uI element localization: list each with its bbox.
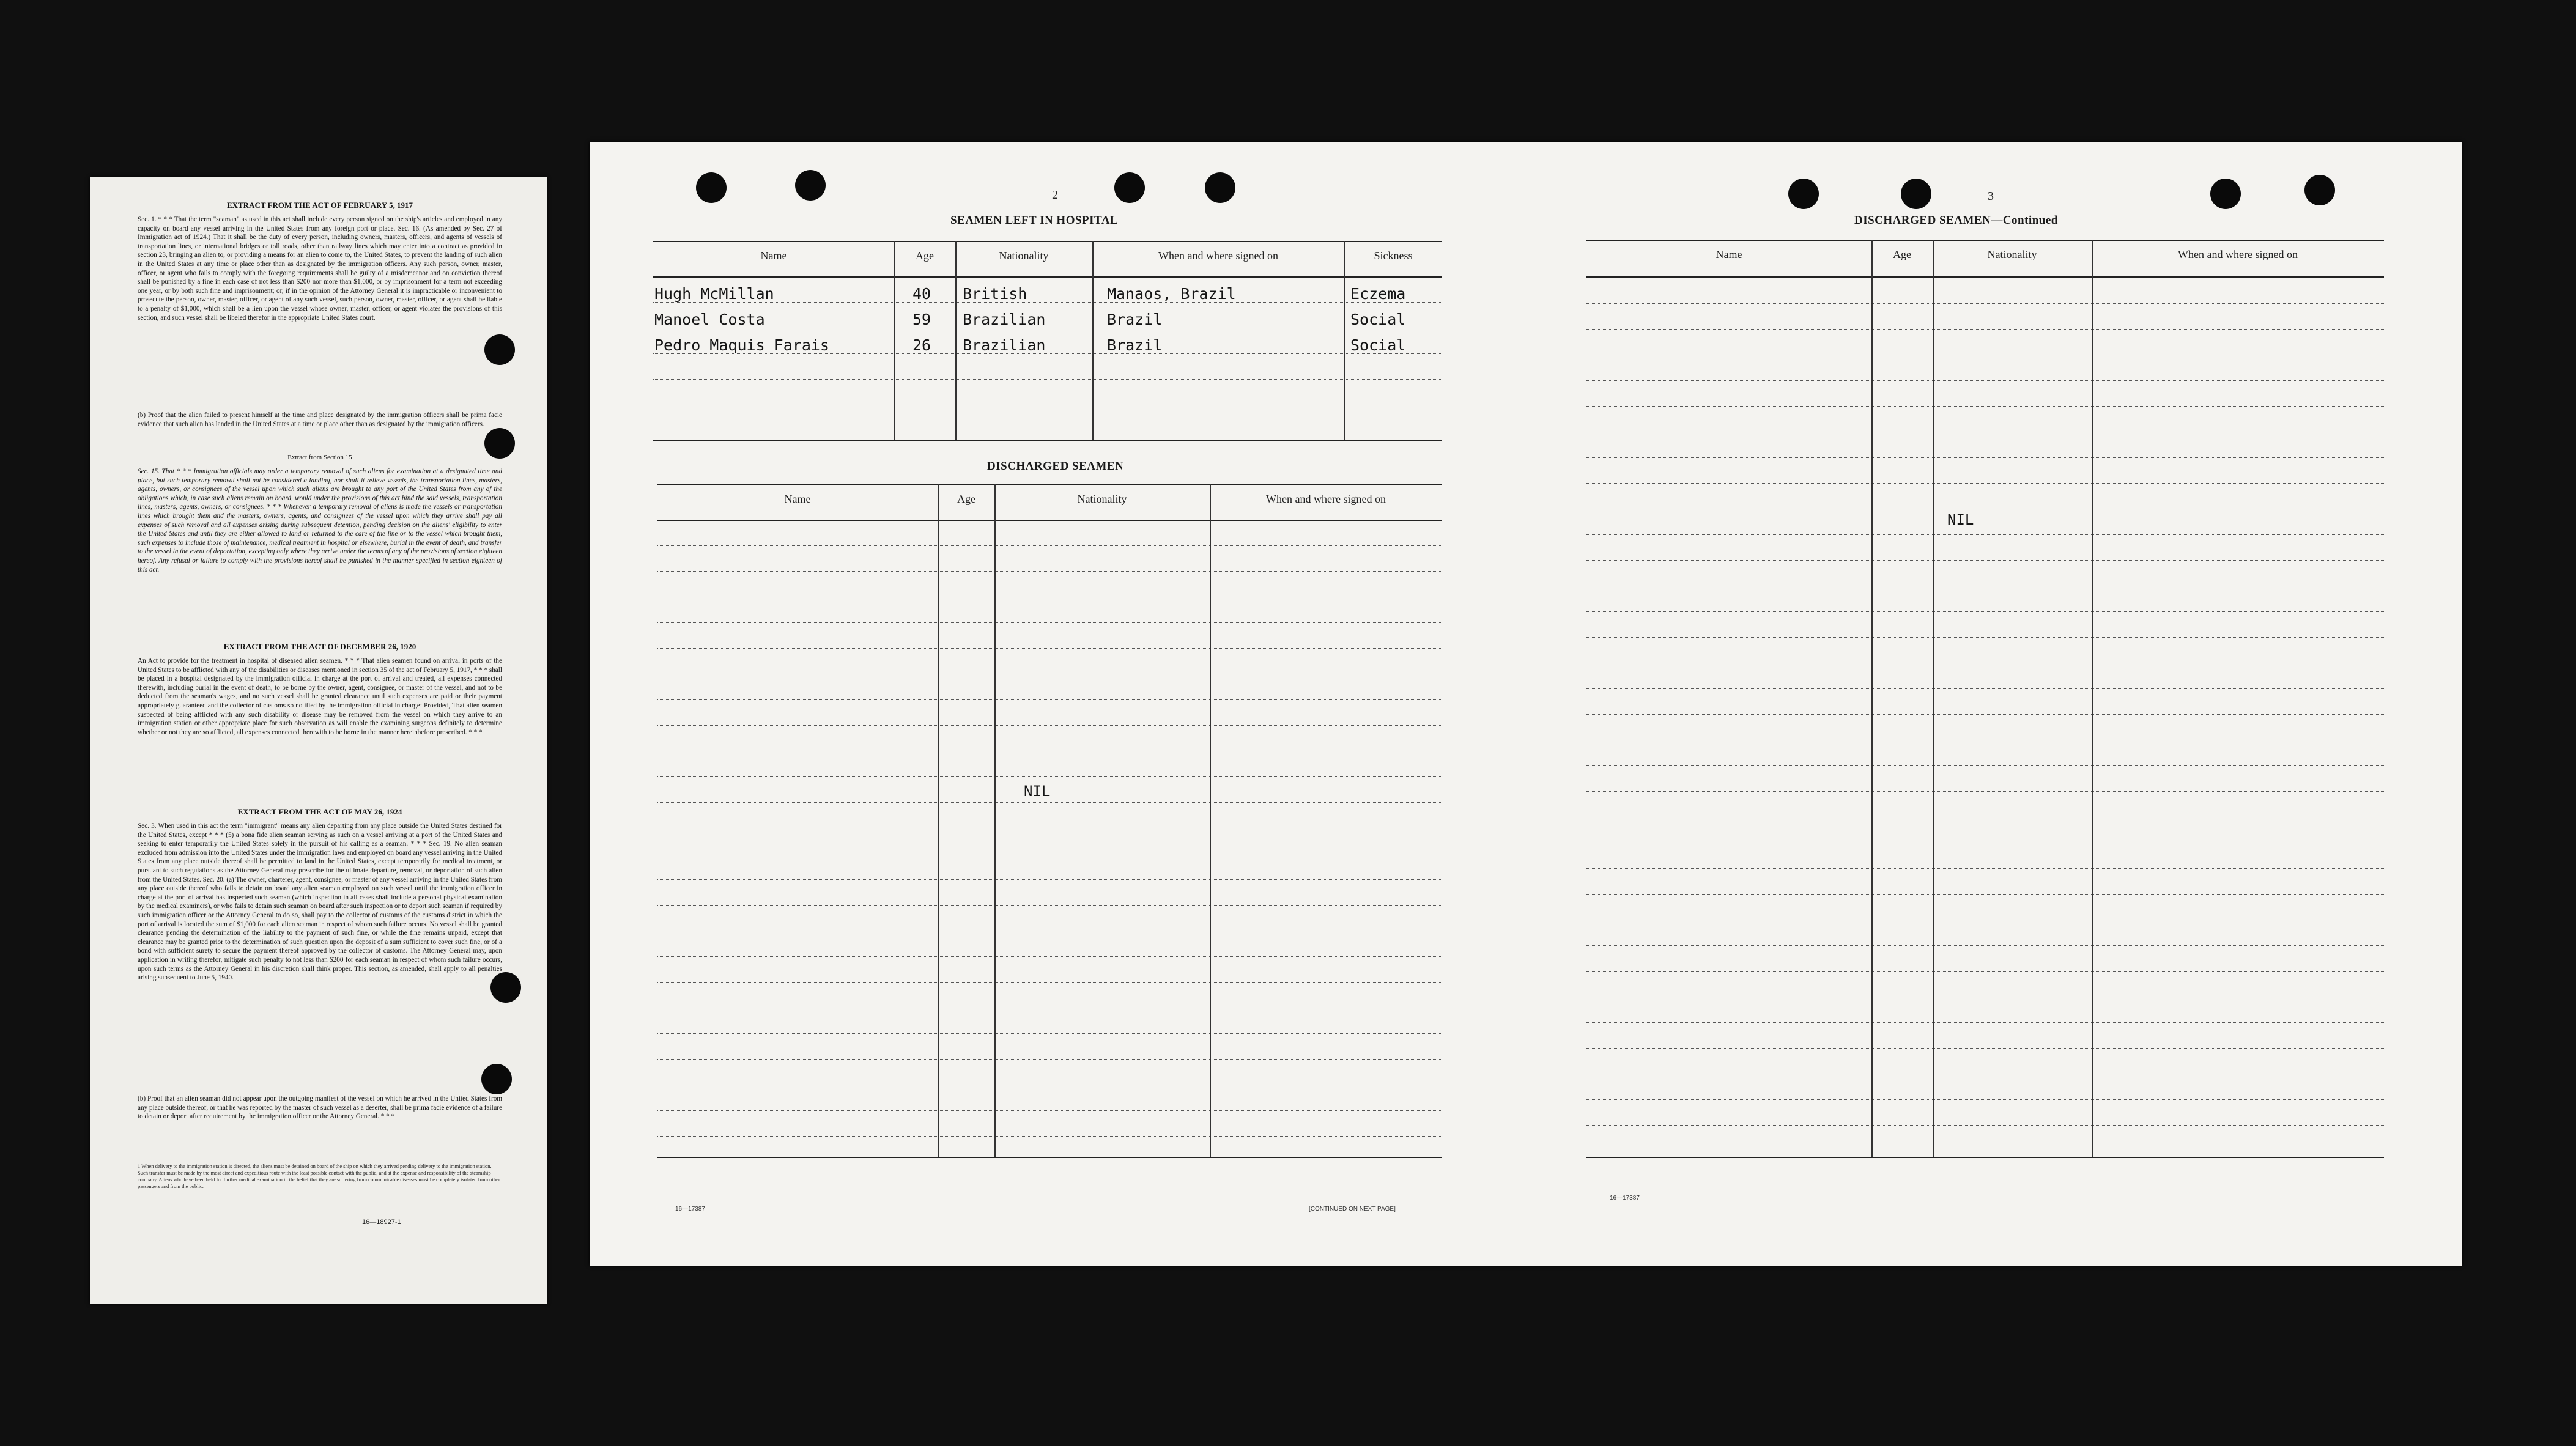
page3-header-name: Name bbox=[1715, 248, 1742, 260]
ruled-line bbox=[1586, 1048, 2384, 1049]
ruled-line bbox=[1586, 483, 2384, 484]
ruled-line bbox=[657, 699, 1442, 700]
ruled-line bbox=[1586, 945, 2384, 946]
ruled-line bbox=[1586, 611, 2384, 612]
page-number-3: 3 bbox=[1988, 190, 1994, 203]
ruled-line bbox=[1586, 406, 2384, 407]
ruled-line bbox=[1586, 637, 2384, 638]
page3-header-nationality: Nationality bbox=[1987, 248, 2037, 260]
ruled-line bbox=[1586, 1099, 2384, 1100]
punch-hole bbox=[795, 170, 826, 201]
hospital-row-2-age: 59 bbox=[912, 311, 931, 328]
ruled-line bbox=[657, 905, 1442, 906]
punch-hole bbox=[2304, 175, 2335, 205]
ruled-line bbox=[657, 571, 1442, 572]
ruled-line bbox=[657, 1110, 1442, 1111]
ruled-line bbox=[1586, 303, 2384, 304]
text-act-1924-b: (b) Proof that an alien seaman did not appear upon the outgoing manifest of the vessel on which he arrived in the United States from any place outside thereof, or that he was reported by the master of such vessel as a deserter, shall be prima facie evidence of a failure to detain or deport after requirement by the immigration officer or the Attorney General. * * * bbox=[138, 1095, 502, 1121]
ruled-line bbox=[657, 802, 1442, 803]
continued-note: [CONTINUED ON NEXT PAGE] bbox=[1309, 1206, 1396, 1212]
hospital-row-3-age: 26 bbox=[912, 336, 931, 354]
ruled-line bbox=[1586, 457, 2384, 458]
page3-header-signed-on: When and where signed on bbox=[2178, 248, 2298, 260]
form-number-page-2: 16—17387 bbox=[675, 1206, 705, 1212]
ruled-line bbox=[657, 1059, 1442, 1060]
ruled-line bbox=[657, 776, 1442, 777]
text-act-1920: An Act to provide for the treatment in hospital of diseased alien seamen. * * * That alien seamen found on arrival in ports of the United States to be afflicted with any of the disabilities or diseases mentioned in section 35 of the act of February 5, 1917, * * * shall be placed in a hospital designated by the immigration official in charge at the port of arrival and treated, all expenses connected therewith, including burial in the event of death, to be borne by the owner, agent, consignee, or master of the vessel, and not to be deducted from the seaman's wages, and no such vessel shall be granted clearance until such expenses are paid or their payment appropriately guaranteed and the collector of customs so notified by the immigration official in charge: Provided, That alien seamen suspected of being afflicted with any such disability or disease may be removed from the vessel on which they arrive to an immigration station or other appropriate place for such observation as will enable the examining surgeons definitely to determine whether or not they are so afflicted, all expenses connected therewith to be borne in the manner hereinbefore prescribed. * * * bbox=[138, 657, 502, 736]
ruled-line bbox=[657, 982, 1442, 983]
hospital-row-2-sickness: Social bbox=[1350, 311, 1406, 328]
hospital-header-name: Name bbox=[760, 249, 787, 262]
punch-hole bbox=[1901, 179, 1931, 209]
discharged-header-name: Name bbox=[784, 493, 811, 505]
discharged-nil-entry: NIL bbox=[1024, 783, 1051, 800]
hospital-header-signed-on: When and where signed on bbox=[1158, 249, 1278, 262]
ruled-line bbox=[1586, 971, 2384, 972]
punch-hole bbox=[1114, 172, 1145, 203]
hospital-header-nationality: Nationality bbox=[999, 249, 1049, 262]
hospital-row-1-nationality: British bbox=[963, 285, 1027, 303]
hospital-row-2-name: Manoel Costa bbox=[654, 311, 765, 328]
ruled-line bbox=[1586, 1125, 2384, 1126]
discharged-continued-table bbox=[1586, 240, 2384, 1162]
footnote: 1 When delivery to the immigration station is directed, the aliens must be detained on board of the ship on which they arrived pending delivery to the immigration station. Such transfer must be made by the most direct and expeditious route with the least possible contact with the public, and at the expense and responsibility of the steamship company. Aliens who have been held for further medical examination in the belief that they are suffering from communicable diseases must be completely isolated from other passengers and from the public. bbox=[138, 1163, 500, 1189]
ruled-line bbox=[657, 879, 1442, 880]
discharged-header-signed-on: When and where signed on bbox=[1266, 493, 1386, 505]
hospital-row-3-name: Pedro Maquis Farais bbox=[654, 336, 829, 354]
hospital-row-1-signed-on: Manaos, Brazil bbox=[1107, 285, 1236, 303]
discharged-section-title: DISCHARGED SEAMEN bbox=[987, 460, 1124, 473]
legal-extract-page bbox=[90, 177, 547, 1304]
hospital-header-sickness: Sickness bbox=[1374, 249, 1413, 262]
ruled-line bbox=[1586, 688, 2384, 689]
ruled-line bbox=[1586, 329, 2384, 330]
hospital-row-1-name: Hugh McMillan bbox=[654, 285, 774, 303]
heading-section-15: Extract from Section 15 bbox=[287, 454, 352, 461]
punch-hole bbox=[1205, 172, 1235, 203]
heading-act-1924: EXTRACT FROM THE ACT OF MAY 26, 1924 bbox=[237, 807, 402, 816]
heading-act-1920: EXTRACT FROM THE ACT OF DECEMBER 26, 1920 bbox=[223, 642, 416, 651]
page3-title: DISCHARGED SEAMEN—Continued bbox=[1854, 214, 2058, 227]
ruled-line bbox=[1586, 560, 2384, 561]
text-act-1917: Sec. 1. * * * That the term "seaman" as used in this act shall include every person signed on the ship's articles and employed in any capacity on board any vessel arriving in the United States from any foreign port or place. Sec. 16. (As amended by Sec. 27 of Immigration act of 1924.) That it shall be the duty of every person, including owners, masters, officers, and agents of vessels of transportation lines, or international bridges or toll roads, other than railway lines which may enter into a contract as provided in section 23, bringing an alien to, or providing a means for an alien to come to, the United States, to prevent the landing of such alien in the United States at any time or place other than as designated by the immigration officers. Any such person, owner, master, officer, or agent who fails to comply with the foregoing requirements shall be guilty of a misdemeanor and on conviction thereof shall be punished by a fine in each case of not less than $200 nor more than $1,000, or by imprisonment for a term not exceeding one year, or by both such fine and imprisonment; or, if in the opinion of the Attorney General it is impracticable or inconvenient to prosecute the person, owner, master, officer, or agent of any such vessel, such person, owner, master, officer, or agent shall be liable to a penalty of $1,000, which shall be a lien upon the vessel whose owner, master, officer, or agent violates the provisions of this section, and such vessel shall be libeled therefor in the appropriate United States court. bbox=[138, 216, 502, 322]
hospital-row-3-signed-on: Brazil bbox=[1107, 336, 1163, 354]
hospital-header-age: Age bbox=[916, 249, 934, 262]
ruled-line bbox=[1586, 534, 2384, 535]
text-act-1917-b: (b) Proof that the alien failed to present himself at the time and place designated by the immigration officers shall be prima facie evidence that such alien has landed in the United States at a time or place other than as designated by the immigration officers. bbox=[138, 411, 502, 428]
text-act-1924: Sec. 3. When used in this act the term "immigrant" means any alien departing from any place outside the United States destined for the United States, except * * * (5) a bona fide alien seaman serving as such on a vessel arriving at a port of the United States and seeking to enter temporarily the United States solely in the pursuit of his calling as a seaman. * * * Sec. 19. No alien seaman excluded from admission into the United States under the immigration laws and employed on board any vessel arriving in the United States from any place outside thereof shall be permitted to land in the United States, except temporarily for medical treatment, or pursuant to such regulations as the Attorney General may prescribe for the ultimate departure, removal, or deportation of such alien from the United States. Sec. 20. (a) The owner, charterer, agent, consignee, or master of any vessel arriving in the United States from any place outside thereof who fails to detain on board any alien seaman employed on such vessel until the immigration officer in charge at the port of arrival has inspected such seaman (which inspection in all cases shall include a personal physical examination by the medical examiners), or who fails to detain such seaman on board after such inspection or to deport such seaman if required by such immigration officer or the Attorney General to do so, shall pay to the collector of customs of the customs district in which the port of arrival is located the sum of $1,000 for each alien seaman in respect of whom such failure occurs. No vessel shall be granted clearance pending the determination of the liability to the payment of such fine, or while the fine remains unpaid, except that clearance may be granted prior to the determination of such question upon the deposit of a sum sufficient to cover such fine, or of a bond with sufficient surety to secure the payment thereof approved by the collector of customs. The Attorney General may, upon application in writing therefor, mitigate such penalty to not less than $200 for each seaman in respect of whom such failure occurs, upon such terms as the Attorney General in his discretion shall think proper. This section, as amended, shall apply to all penalties arising subsequent to June 5, 1940. bbox=[138, 822, 502, 982]
page3-header-age: Age bbox=[1893, 248, 1911, 260]
page-number-2: 2 bbox=[1052, 188, 1058, 202]
ruled-line bbox=[1586, 1022, 2384, 1023]
form-number: 16—18927-1 bbox=[362, 1219, 401, 1226]
ruled-line bbox=[657, 648, 1442, 649]
ruled-line bbox=[657, 622, 1442, 623]
ruled-line bbox=[1586, 894, 2384, 895]
heading-act-1917: EXTRACT FROM THE ACT OF FEBRUARY 5, 1917 bbox=[226, 201, 413, 210]
punch-hole bbox=[1788, 179, 1819, 209]
text-section-15: Sec. 15. That * * * Immigration officials may order a temporary removal of such aliens for examination at a designated time and place, but such temporary removal shall not be considered a landing, nor shall it relieve vessels, the transportation lines, masters, agents, owners, or consignees of the vessel upon which such aliens are brought to any port of the United States from any of the obligations which, in case such aliens remain on board, would under the provisions of this act bind the said vessels, transportation lines, masters, agents, owners, or consignees. * * * Whenever a temporary removal of aliens is made the vessels or transportation lines which brought them and the masters, owners, agents, and consignees of the vessel upon which they arrive shall pay all expenses of such removal and all expenses arising during subsequent detention, pending decision on the aliens' eligibility to enter the United States and until they are either allowed to land or returned to the care of the line or to the vessel which brought them, such expenses to include those of maintenance, medical treatment in hospital or elsewhere, burial in the event of death, and transfer to the vessel in the event of deportation, excepting only where they arrive under the terms of any of the provisions of section eighteen hereof. Any refusal or failure to comply with the provisions hereof shall be punished in the manner specified in section eighteen of this act. bbox=[138, 468, 502, 574]
hospital-row-3-sickness: Social bbox=[1350, 336, 1406, 354]
ruled-line bbox=[1586, 791, 2384, 792]
ruled-line bbox=[1586, 868, 2384, 869]
hospital-row-1-sickness: Eczema bbox=[1350, 285, 1406, 303]
discharged-header-age: Age bbox=[957, 493, 975, 505]
ruled-line bbox=[657, 956, 1442, 957]
ruled-line bbox=[657, 1136, 1442, 1137]
discharged-header-nationality: Nationality bbox=[1077, 493, 1127, 505]
ruled-line bbox=[657, 545, 1442, 546]
punch-hole bbox=[696, 172, 727, 203]
hospital-row-2-nationality: Brazilian bbox=[963, 311, 1046, 328]
page3-nil-entry: NIL bbox=[1947, 511, 1974, 528]
ruled-line bbox=[1586, 714, 2384, 715]
ruled-line bbox=[657, 1033, 1442, 1034]
ruled-line bbox=[657, 725, 1442, 726]
discharged-table bbox=[657, 484, 1442, 1162]
hospital-section-title: SEAMEN LEFT IN HOSPITAL bbox=[950, 214, 1119, 227]
ruled-line bbox=[1586, 765, 2384, 766]
ruled-line bbox=[1586, 380, 2384, 381]
punch-hole bbox=[2210, 179, 2241, 209]
hospital-row-3-nationality: Brazilian bbox=[963, 336, 1046, 354]
hospital-row-2-signed-on: Brazil bbox=[1107, 311, 1163, 328]
manifest-sheet bbox=[590, 142, 2462, 1266]
form-number-page-3: 16—17387 bbox=[1610, 1195, 1640, 1201]
hospital-row-1-age: 40 bbox=[912, 285, 931, 303]
